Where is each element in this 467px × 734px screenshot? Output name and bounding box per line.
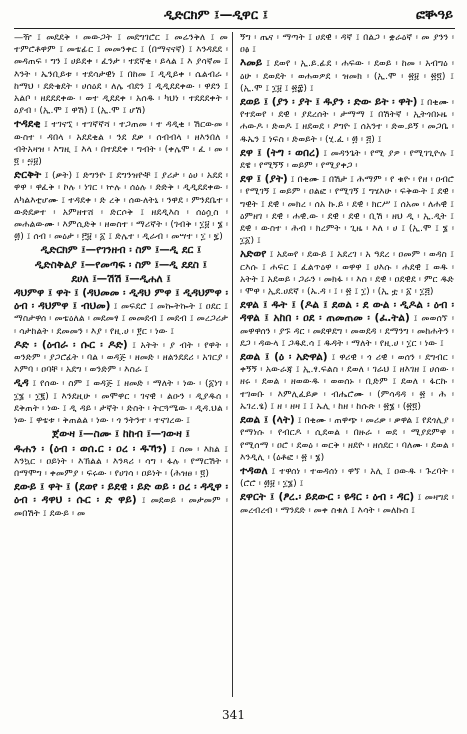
entry-headword: ጀውዛ ፤—ስሙ ፤ ከከብ ፤—ገውዛ ፤ [52, 428, 190, 441]
entry-definition: ፤ ዋሪዊ ፡ ጎ ሪዊ ፡ ወሰን ፡ ደግብር ፡ ቀኝኝ ፡ አውራጃ ፤ ኢ.ፃ.ፍልስ ፡ ደወለ ፡ ገራህ ፤ ዘእገዘ ፤ ሀሰው ፡ ዘሩ ፡ ደወል ፡ ዘወውዱ ፡ ወወሰኑ ፡ ቢድም ፤ ደወለ ፡ ፋርኩ ፡ ተገወቡ ፡ እምሊፈይቃ ፡ ብሔሮሙ ፡ (ምሳዳዳ ፡ ፳ ፡ ሕ ፡ ኡገረ.ፄ) ፤ ዘ ፡ ዘዛ ፤ ፤ ኡሊ ፡ ከዘ ፡ ከሱጽ ፡ ፳፮ ፡ (፳፬) [240, 352, 454, 412]
entry-headword: ዲድስቅልያ ፤—የመጣፍ ፡ ስም ፤—ዲ ደደስ ፤ [35, 258, 207, 271]
dictionary-entry [240, 173, 454, 247]
entry-definition: ፤ አደወየ ፡ ደውይ ፤ አደረገ ፡ አ ዓደረ ፡ ዐመም ፡ ወዳስ ፤ ርእሱ ፤ ሐፍር ፤ ፈልጥዕዋ ፡ ወዋዋ ፤ ሀእሱ ፡ ሐደዊ ፤ ወዱ ፡ አትት ፤ አደወይ ፡ ጋራን ፡ መክፋ ፡ ፡ እስ ፡ ደዊ ፡ ዐደዊደ ፡ ምር ዱድ ፡ ሞዋ ፡ ኢደ.ሀደኛ ፡ (ኡ.ዳ ፡ ፤ ፡ ፳ ፤ ፲) ፡ (ኢ ቷ ፡ ፩ ፡ ፲፭) [240, 249, 454, 298]
dictionary-entry [14, 118, 228, 168]
dictionary-entry [240, 248, 454, 298]
entry-headword: ደወል ፤ (ዕ ፡ አድዋል) [240, 351, 328, 364]
entry-headword: ተዳደቂ [14, 118, 41, 131]
dictionary-entry [240, 32, 454, 56]
dictionary-entry [240, 414, 454, 464]
dictionary-entry [14, 259, 228, 272]
entry-definition: ፤ ስመ ፡ እክል ፤ እንኳር ፡ ዐይነት ፡ እኽልል ፡ እንጻሪ ፡ ሳግ ፡ ፋሉ ፡ የማርሽት ፡ በማሞግ ፡ ቀመምያ ፡ ፍሩው ፡ የሀገሳ ፡ ዐይነት ፡ (ሕዝፀ ፡ ፬) [14, 443, 228, 479]
entry-definition: ፤ በቂሙ ፡ የተደወየ ፡ ደዊ ፡ ያደረሰት ፡ ታማማ ፤ በሽትኛ ፡ ኢትጎበኑዜ ፡ ሐውዶ ፡ ድወዶ ፤ ዘደወደ ፡ ዖግዮ ፤ ሰአንተ ፡ ድወ.ይኝ ፡ መጋቤ ፡ ዱኤን ፤ ነፍስ ፡ ድወይት ፡ (ሂ.ፈ ፡ ፴ ፡ ፭) ፤ [240, 97, 454, 145]
dictionary-entry [14, 443, 228, 481]
entry-definition: ፤ ተገናኚ ፡ ተገኛኛሻ ፡ ተጋጠመ ፡ ተ ዳዲቂ ፡ ሽርውመ ፡ ውስተ ፡ ዳበላ ፡ አደደቂል ፡ ንደ ደቃ ፡ ሰብብላ ፡ ዘእንበለ ፡ ብትአዛዝ ፡ እግዚ ፤ እላ ፡ በተደደቀ ፡ ግብት ፡ (ቀሌሞ ፡ ፈ ፡ መ ፡ ፬ ፡ ፵፱) [14, 119, 228, 168]
left-column [14, 32, 228, 702]
entry-headword: ደሀለ ፤—ሽሽ ፤—ዲሐለ ፤ [71, 272, 171, 285]
dictionary-entry [14, 273, 228, 286]
dictionary-entry [240, 57, 454, 95]
dictionary-entry [240, 491, 454, 516]
column-divider [232, 32, 233, 697]
dictionary-entry [14, 377, 228, 427]
entry-definition: ፤ (ቃት) ፤ ድግንዮ ፤ ደግንዝዮቸ ፤ ያሪታ ፡ ዕሀ ፡ አደደ ፡ ዋዋ ፡ ዋፈቅ ፡ ኮሉ ፡ ነገር ፡ ኵሉ ፡ ሰዕሉ ፡ ድድቅ ፡ ዲዲደደቀው ፡ ለካልእቲሆሙ ፤ ተዳደቀ ፡ ድ ረቅ ፡ ሰውለትኒ ፡ ንዋደ ፡ ምንደቤተ ፡ ውድደቃተ ፡ አምዘተሸ ፡ ድርሶቅ ፤ ዘደዲእስ ፡ ሰዕሷስ ፡ መሐልውሙ ፡ እምሲድቅ ፡ ዘወስተ ፡ ማሪኛት ፡ (ገብቅ ፡ ፲፱ ፡ ፮ ፡ ፴) ፤ ሰብ ፡ መዕታ ፡ ፫፱ ፡ ፩ ፤ ድሌተ ፡ ዲራብ ፡ መሣተ ፡ ፲ ፡ ፯) [14, 170, 228, 243]
dictionary-entry [240, 96, 454, 146]
dictionary-entry [240, 147, 454, 172]
entry-definition: ፤ መፍደሮ ፤ መኰትኰት ፤ ዐደር ፤ ማስታዋሰ ፡ መቴዕለል ፡ መደመፃ ፤ መመደብ ፤ መደብ ፤ መረጋሪታ ፡ ሳታከልት ፡ ደመመን ፡ እያ ፡ የዚ.ሀ ፡ ፻ር ፡ ነው ፤ [14, 301, 228, 337]
entry-headword: እመይ [240, 57, 263, 70]
entry-definition: ፤ በቂሙ ፡ ጠዋጭ ፡ መሪቃ ፡ ቃዋል ፤ የደጎሊያ ፡ የማነሱ ፡ የብርዶ ፡ ሲደወል ፡ በዙራ ፡ ወደ ፡ ሚያደምዋ ፡ የሚሰማ ፡ ዐሮ ፡ ደወዕ ፡ ወርቅ ፡ ዘደዮ ፡ ዘሰደር ፡ ባለሙ ፡ ደወል ፡ እንዲሊ ፡ (ዕቶፎ ፡ ፳ ፡ ፮) [240, 415, 454, 463]
entry-definition: ፤ የሰው ፡ ስም ፤ ወዳጅ ፤ ዘመድ ፡ ማለት ፡ ነው ፡ (፩ነገ ፡ ፲፮ ፡ ፲፪) ፤ እንደዚሁ ፡ መሞዋር ፡ ገናዊ ፡ ልዑን ፡ ዲያዱሰ ፡ ደቅጠት ፡ ነው ፤ ዲ ዳይ ፡ ታኛት ፡ ድስት ፡ ትርጓሜው ፡ ዲዳ.ህል ፡ ነው ፤ ዋቴቱ ፡ ቅጠልል ፡ ነው ፡ ጎ ንትንተ ፡ ተናገረው ፤ [14, 378, 228, 427]
dictionary-entry [14, 244, 228, 257]
entry-headword: ደዋል ፤ ዱት ፤ (ዶል ፤ ደወል ፡ ደ ውል ፡ ዲዶል ፡ ዕብ ፡ ዳዋል ፤ አከበ ፡ ዐደ ፡ ጠመጠመ ፡ (ፈ.ትል) [240, 299, 454, 325]
dictionary-entry [14, 481, 228, 520]
entry-definition: ፤ ተዋሰነ ፡ ተወዳሰነ ፡ ዋኘ ፡ አሊ ፤ ዐውዱ ፡ ጉረባት ፡ (ሮሮ ፡ ፴፱ ፡ ፲፮) ፤ [240, 465, 454, 490]
entry-headword: ደወይ ፤ (ያን ፡ ያት ፤ ዱያን ፡ ድው ይት ፡ ዋት) [240, 96, 418, 109]
entry-headword: ዳህምዋ ፤ ዋት ፤ (ዳህመመ ፡ ዲዳህ ምዋ ፤ ዲዳህምዋ ፡ ዕብ ፡ ዳህምዋ ፤ ብህመ) [14, 287, 228, 313]
entry-definition: ፤ ደወየ ፡ ኢ.ይ.ፊደ ፡ ሐፍው ፡ ደወይ ፡ ከመ ፡ አብግዕ ፡ ዕሁ ፡ ደወደት ፡ ወሐወዎደ ፡ ዝመክ ፡ (ኢ.ሞ ፡ ፳፱ ፡ ፳፬) ፤ (ኢ.ሞ ፤ ፲፱ ፤ ፳፰) ፤ [240, 58, 454, 94]
entry-headword: ደውይ ፤ ዋት ፤ (ደወየ ፡ ይደዊ ፡ ይድ ወይ ፡ ዐረ ፡ ዳዲዋ ፡ ዕብ ፡ ዳዋህ ፡ ሱር ፡ ድ ዋይ) [14, 481, 228, 507]
right-column [240, 32, 454, 702]
entry-definition: ፤ አትት ፡ ያ ብት ፡ የዋት ፡ ወንድም ፡ ያጋሮፊት ፡ ባል ፡ ወዳጅ ፡ ዘመድ ፡ ዘልንደደሪ ፡ አገርያ ፡ እምባ ፡ ዐባቸ ፡ አደግ ፡ ወንድም ፡ እስራ ፤ [14, 339, 228, 376]
running-head-section: ፎቝዓይ [415, 8, 453, 23]
dictionary-entry [240, 465, 454, 490]
entry-headword: ዲዳ [14, 377, 29, 390]
entry-definition: —ዥ ፤ መደደቅ ፡ መውጋት ፤ መደግገሮር ፤ መሬንቅለ ፤ መ ተምሮቶዋም ፤ መቴፊር ፤ መመንቀር ፤ (በማናናኛ) ፤ እንዳደደ ፡ መዳጠፍ ፡ ግን ፤ ሀይደቀ ፡ ፈንታ ፡ ተደኛቂ ፡ ይላል ፤ እ ያሳኛመ ፤ እንት ፡ ኤንቢይቱ ፡ ተደሳታዊነ ፤ በከመ ፤ ዲዲይቀ ፡ ሴልብራ ፡ ከማህ ፡ ደድቄደት ፡ ሀሰዕደ ፡ ለሌ ብደን ፤ ዲዲደደቀው ፡ ዋደን ፤ አልቦ ፡ ዘደደደቀው ፡ ወተ ዲደደቀ ፡ አሰዱ ፡ ካህነ ፡ ተደደደቀት ፡ ዕያብ ፡ (ኢ.ሞ ፤ ዋሽ) ፤ (ኢ.ሞ ፤ ሆሽ) [14, 32, 228, 117]
entry-headword: ደዋ ፤ (ያት) [240, 173, 288, 186]
entry-definition: ፤ መደወይ ፡ መታመም ፡ መበሽት ፤ ደውይ ፡ መ [14, 495, 228, 519]
entry-headword: አድወየ [240, 248, 267, 261]
entry-headword: ተዳወለ [240, 464, 268, 477]
entry-definition: ፤ መወሰኘ ፡ መዋዋሰን ፡ ያኙ ዳር ፡ መደዋደግ ፡ መወደዳ ፡ ደማንግ ፡ መከሐትን ፡ ደጋ ፡ ዳውላ ፤ ጋዱደ.ሳ ፤ ዱዳት ፡ ማለት ፡ የዚ.ሀ ፡ ፲ር ፡ ነው ፤ [240, 313, 454, 349]
dictionary-entry [14, 287, 228, 338]
entry-headword: ደዋ ፤ (ትግ ፡ ወበረ) [240, 146, 320, 159]
entry-definition: ፤ መዳንጌት ፡ የሚ ያዎ ፡ የሚገጊዮሉ ፤ ደዌ ፡ የሚኝኝ ፡ ወይም ፡ የሚያቀጋ ፡ [240, 147, 454, 172]
dictionary-entry [14, 169, 228, 243]
dictionary-entry [14, 428, 228, 441]
dictionary-entry [240, 351, 454, 413]
entry-headword: ዲድርክም ፤—የገንዘብ ፡ ስም ፤—ዲ ደር ፤ [40, 244, 202, 257]
entry-headword: ድርቅት [14, 169, 42, 182]
entry-definition: ኝግ ፡ ጤና ፡ ማጣት ፤ ሀደዊ ፡ ዳኛ ፤ በልጋ ፡ ቋራዕኛ ፡ መ ያንን ፡ ዐፅ ፤ [240, 32, 454, 56]
running-head-title: ዲድርክም ፤—ዲዋር ፤ [164, 8, 268, 23]
entry-headword: ዶድ ፡ (ዕብራ ፡ ሱር ፡ ዶድ) [14, 338, 128, 351]
page-number: 341 [222, 708, 245, 722]
dictionary-entry [240, 299, 454, 350]
entry-headword: ደወል ፤ (ላት) [240, 414, 295, 427]
entry-headword: ዱሐን ፡ (ዕብ ፡ ወሰ.ር ፡ ዐረ ፡ ዱኻን) [14, 442, 167, 455]
entry-headword: ደዋርት ፤ (ፆረ.፡ ይደውር ፡ ዩዳር ፡ ዕብ ፡ ዳር) [240, 491, 415, 504]
entry-definition: ፤ መዛግደ ፡ መረብረብ ፡ ማንደድ ፡ መቀ ስቁለ ፤ እሳት ፡ መለኩስ ፤ [240, 492, 454, 516]
running-head [14, 6, 455, 29]
entry-definition: ፤ በቂሙ ፤ በሽታ ፤ ሕማም ፡ የ ቁዮ ፡ የዘ ፡ ዐብሮ ፡ የሚገኝ ፤ ወይም ፡ ዐልፎ ፡ የሚገኝ ፤ ግሄእሁ ፡ ፍቅውት ፤ ደዊ ፡ ግዊት ፤ ደዊ ፡ መክረ ፡ ሰአ ኩ.ይ ፡ ደዊ ፡ ክርሥ ፤ ሰአመ ፡ ለሐዊ ፤ ዕምዘገ ፡ ደዊ ፡ ሐዊ.ው ፡ ደዊ ፡ ደዊ ፡ ቢሽ ፡ ዘህ ዲ ፡ ኢ.ዲት ፤ ደዊ ፡ ውስተ ፡ ሕብ ፡ ክረምት ፡ ጊዜ ፡ እለ ፡ ሀ ፤ (ኢ.ሞ ፤ ፮ ፡ ፲፩) ፤ [240, 174, 454, 247]
dictionary-entry [14, 32, 228, 117]
dictionary-entry [14, 339, 228, 377]
